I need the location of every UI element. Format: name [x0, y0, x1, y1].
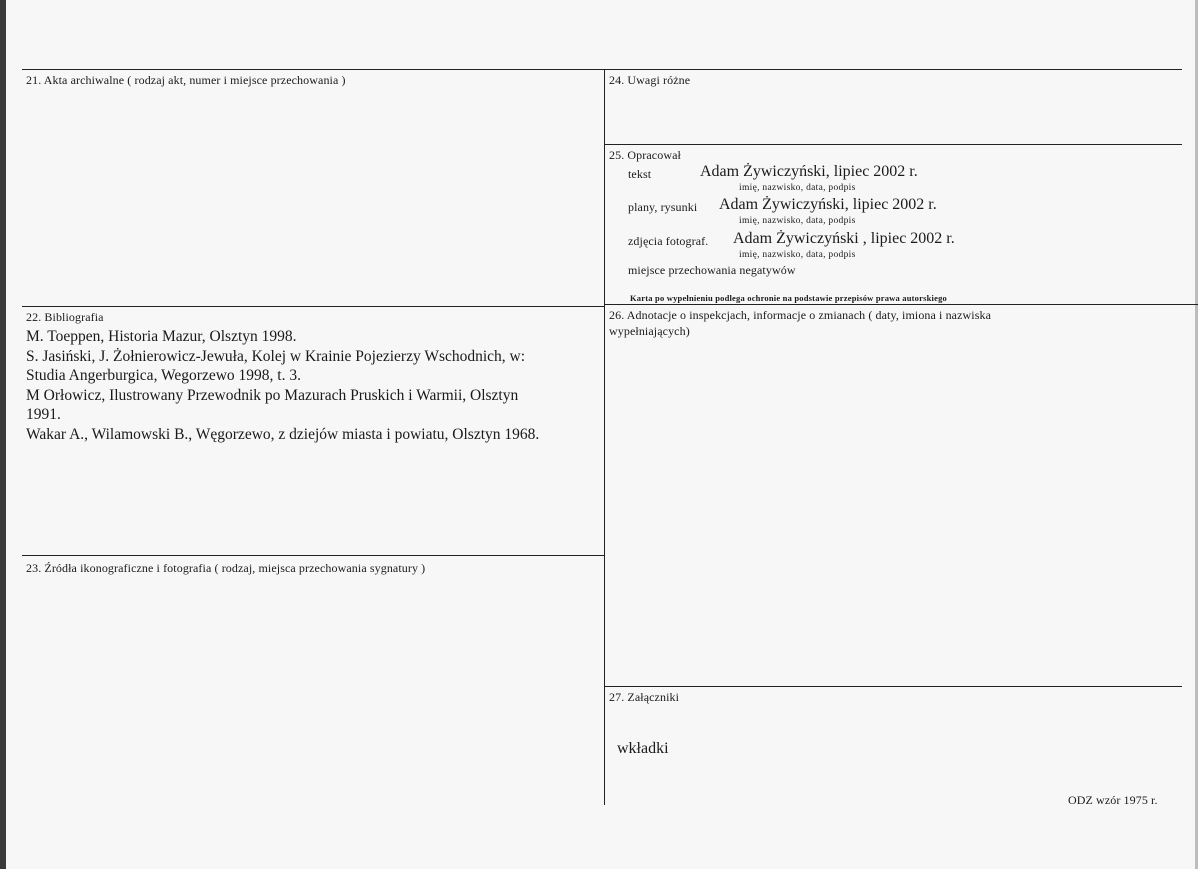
zdjecia-value: Adam Żywiczyński , lipiec 2002 r.	[733, 230, 955, 247]
zdjecia-label: zdjęcia fotograf.	[628, 234, 709, 248]
negatywy-label: miejsce przechowania negatywów	[628, 263, 796, 277]
rule-24-25	[604, 144, 1182, 145]
rule-21-22	[22, 306, 604, 307]
bibliography-line: Wakar A., Wilamowski B., Węgorzewo, z dziejów miasta i powiatu, Olsztyn 1968.	[26, 425, 540, 443]
plany-value: Adam Żywiczyński, lipiec 2002 r.	[719, 196, 937, 213]
top-rule	[22, 69, 1182, 70]
attachments-value: wkładki	[617, 740, 669, 757]
bibliography-line: 1991.	[26, 406, 61, 423]
section-25-label: 25. Opracował	[609, 148, 681, 162]
zdjecia-sub-caption: imię, nazwisko, data, podpis	[739, 250, 856, 260]
rule-26-27	[604, 686, 1182, 687]
bibliography-line: M Orłowicz, Ilustrowany Przewodnik po Mazurach Pruskich i Warmii, Olsztyn	[26, 386, 519, 404]
form-id: ODZ wzór 1975 r.	[1068, 793, 1158, 807]
section-27-label: 27. Załączniki	[609, 690, 680, 704]
plany-sub-caption: imię, nazwisko, data, podpis	[739, 216, 856, 226]
tekst-label: tekst	[628, 167, 652, 181]
section-22-label: 22. Bibliografia	[26, 310, 104, 324]
plany-label: plany, rysunki	[628, 200, 698, 214]
bibliography-line: Studia Angerburgica, Wegorzewo 1998, t. 3.	[26, 367, 301, 384]
bibliography-list	[26, 327, 606, 444]
tekst-sub-caption: imię, nazwisko, data, podpis	[739, 183, 856, 193]
section-23-label: 23. Źródła ikonograficzne i fotografia ( rodzaj, miejsca przechowania sygnatury )	[26, 561, 426, 575]
rule-22-23	[22, 555, 604, 556]
copyright-note: Karta po wypełnieniu podlega ochronie na podstawie przepisów prawa autorskiego	[630, 293, 947, 303]
section-26-label-line1: 26. Adnotacje o inspekcjach, informacje o zmianach ( daty, imiona i nazwiska	[609, 308, 992, 322]
section-24-label: 24. Uwagi różne	[609, 73, 691, 87]
bibliography-line: S. Jasiński, J. Żołnierowicz-Jewuła, Kolej w Krainie Pojezierzy Wschodnich, w:	[26, 347, 526, 365]
scan-edge-left	[0, 0, 6, 869]
section-26-label-line2: wypełniających)	[609, 324, 690, 338]
rule-25-26	[604, 304, 1198, 305]
section-21-label: 21. Akta archiwalne ( rodzaj akt, numer i miejsce przechowania )	[26, 73, 346, 87]
bibliography-line: M. Toeppen, Historia Mazur, Olsztyn 1998.	[26, 328, 297, 345]
tekst-value: Adam Żywiczyński, lipiec 2002 r.	[700, 163, 918, 180]
